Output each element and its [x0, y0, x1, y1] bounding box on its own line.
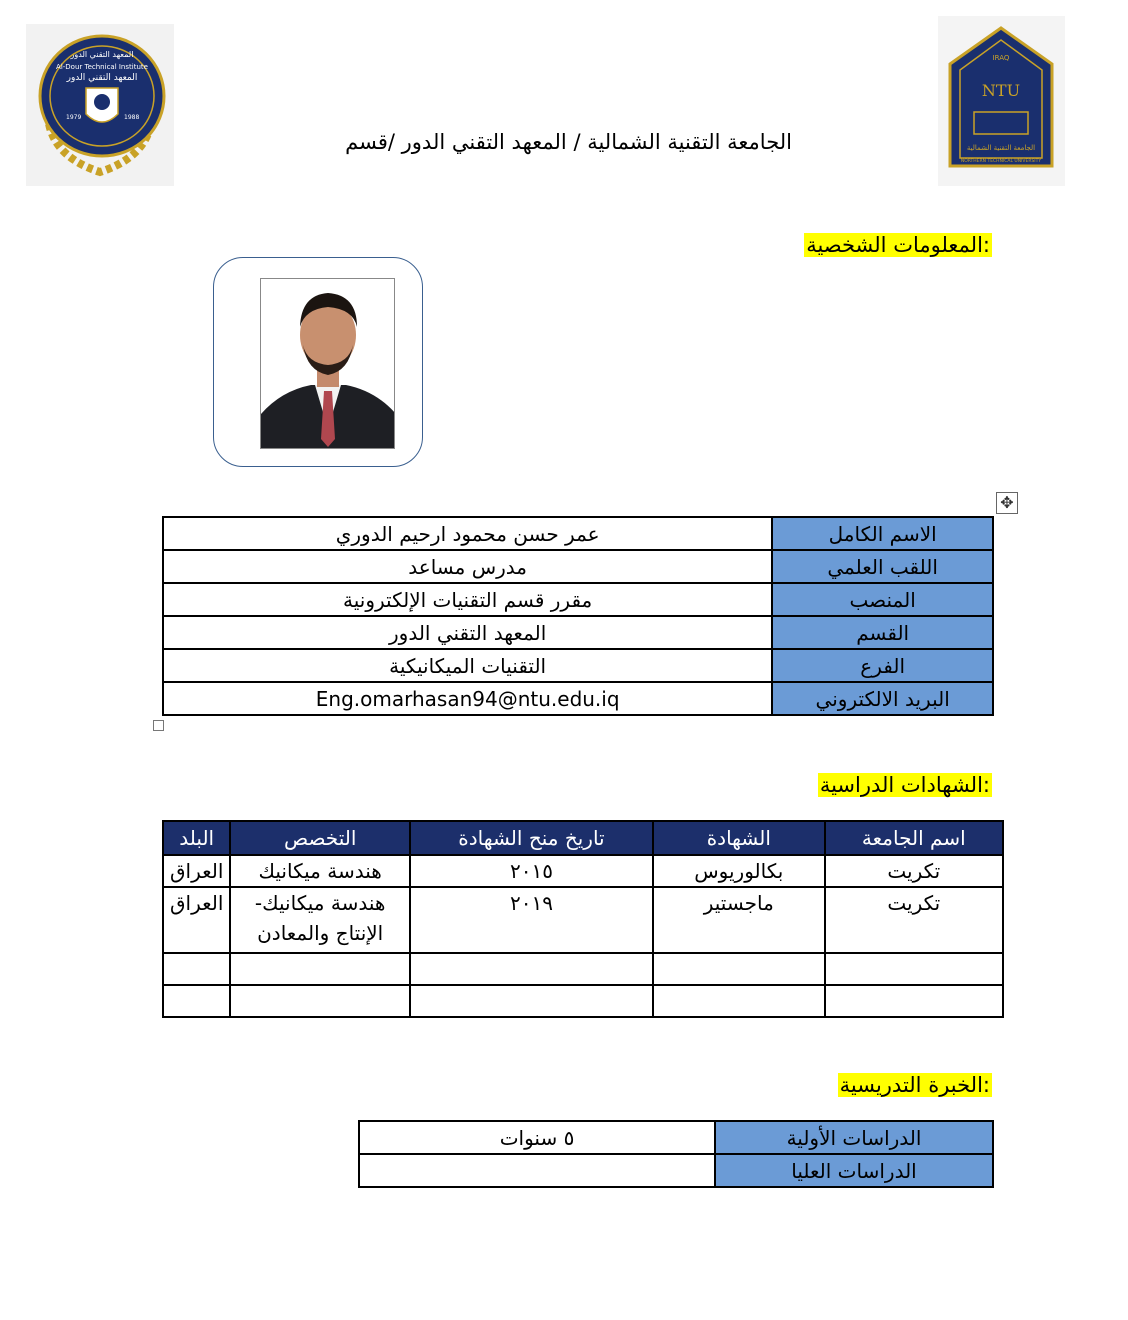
cell: تكريت	[825, 855, 1003, 887]
table-header-row	[163, 821, 1003, 855]
cell: العراق	[163, 855, 230, 887]
profile-photo	[260, 278, 395, 449]
cell: هندسة ميكانيك	[230, 855, 410, 887]
table-row	[163, 682, 993, 715]
table-move-handle[interactable]: ✥	[996, 492, 1018, 514]
cell	[653, 985, 825, 1017]
department-value: المعهد التقني الدور	[163, 616, 772, 649]
table-row	[163, 583, 993, 616]
email-label: البريد الالكتروني	[772, 682, 993, 715]
cell	[410, 953, 653, 985]
cell	[410, 985, 653, 1017]
table-row	[359, 1121, 993, 1154]
table-row	[163, 616, 993, 649]
cell: العراق	[163, 887, 230, 953]
left-logo-year-left: 1979	[66, 114, 82, 121]
table-row	[163, 517, 993, 550]
cell: بكالوريوس	[653, 855, 825, 887]
table-row	[163, 550, 993, 583]
position-label: المنصب	[772, 583, 993, 616]
cell: تكريت	[825, 887, 1003, 953]
col-degree: الشهادة	[653, 821, 825, 855]
degrees-table	[162, 820, 1004, 1018]
table-row	[163, 649, 993, 682]
table-row	[359, 1154, 993, 1187]
academic-title-label: اللقب العلمي	[772, 550, 993, 583]
table-resize-handle[interactable]	[153, 720, 164, 731]
cell: ٢٠١٥	[410, 855, 653, 887]
undergrad-value: ٥ سنوات	[359, 1121, 715, 1154]
academic-title-value: مدرس مساعد	[163, 550, 772, 583]
cell	[825, 953, 1003, 985]
personal-info-heading: المعلومات الشخصية:	[806, 233, 990, 257]
right-logo-text-en: NORTHERN TECHNICAL UNIVERSITY	[960, 159, 1042, 164]
postgrad-label: الدراسات العليا	[715, 1154, 993, 1187]
table-row	[163, 985, 1003, 1017]
col-specialization: التخصص	[230, 821, 410, 855]
table-row	[163, 855, 1003, 887]
personal-info-table	[162, 516, 994, 716]
col-university: اسم الجامعة	[825, 821, 1003, 855]
ntu-logo	[938, 16, 1065, 186]
full-name-label: الاسم الكامل	[772, 517, 993, 550]
header-title: الجامعة التقنية الشمالية / المعهد التقني الدور /قسم	[345, 130, 792, 154]
table-row	[163, 887, 1003, 953]
al-dour-institute-logo	[26, 24, 174, 186]
cell	[230, 953, 410, 985]
right-logo-iraq: IRAQ	[992, 54, 1010, 62]
branch-value: التقنيات الميكانيكية	[163, 649, 772, 682]
department-label: القسم	[772, 616, 993, 649]
cell: ٢٠١٩	[410, 887, 653, 953]
cell	[653, 953, 825, 985]
cell: ماجستير	[653, 887, 825, 953]
left-logo-text-en: Al-Dour Technical Institute	[56, 63, 148, 71]
cell: هندسة ميكانيك-الإنتاج والمعادن	[230, 887, 410, 953]
left-logo-text-top: المعهد التقني الدور	[70, 50, 134, 59]
position-value: مقرر قسم التقنيات الإلكترونية	[163, 583, 772, 616]
left-logo-year-right: 1988	[124, 114, 140, 121]
degrees-heading: الشهادات الدراسية:	[819, 773, 990, 797]
col-country: البلد	[163, 821, 230, 855]
cell	[230, 985, 410, 1017]
branch-label: الفرع	[772, 649, 993, 682]
undergrad-label: الدراسات الأولية	[715, 1121, 993, 1154]
full-name-value: عمر حسن محمود ارحيم الدوري	[163, 517, 772, 550]
cell	[163, 953, 230, 985]
cell	[163, 985, 230, 1017]
col-award-date: تاريخ منح الشهادة	[410, 821, 653, 855]
email-value: Eng.omarhasan94@ntu.edu.iq	[163, 682, 772, 715]
right-logo-text-ar: الجامعة التقنية الشمالية	[966, 144, 1036, 152]
left-logo-text-ar: المعهد التقني الدور	[66, 73, 138, 83]
table-row	[163, 953, 1003, 985]
cell	[825, 985, 1003, 1017]
postgrad-value	[359, 1154, 715, 1187]
experience-table	[358, 1120, 994, 1188]
right-logo-ntu: NTU	[981, 81, 1021, 100]
experience-heading: الخبرة التدريسية:	[839, 1073, 990, 1097]
